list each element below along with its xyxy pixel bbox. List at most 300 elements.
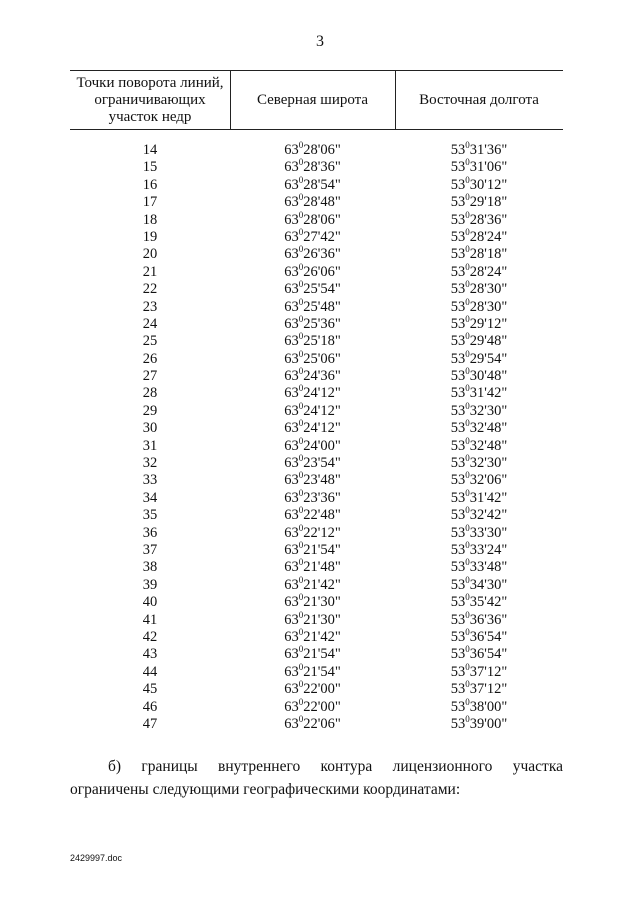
longitude-value xyxy=(395,226,563,246)
longitude-degrees: 53 xyxy=(450,211,466,228)
longitude-minutes-seconds: 32'48" xyxy=(469,420,508,437)
longitude-degrees: 53 xyxy=(450,681,466,698)
latitude-degrees: 63 xyxy=(284,559,299,576)
point-number: 45 xyxy=(142,681,158,698)
degree-mark: 0 xyxy=(298,679,304,690)
latitude-degrees: 63 xyxy=(284,646,299,663)
longitude-value xyxy=(395,681,563,698)
latitude-value xyxy=(230,574,395,594)
latitude-value xyxy=(230,609,395,629)
degree-mark: 0 xyxy=(298,696,304,707)
degree-mark: 0 xyxy=(298,226,304,237)
point-number: 38 xyxy=(142,559,158,576)
latitude-degrees: 63 xyxy=(284,142,299,158)
degree-mark: 0 xyxy=(298,609,304,620)
latitude-degrees: 63 xyxy=(284,402,299,419)
latitude-degrees: 63 xyxy=(284,472,299,489)
point-number: 14 xyxy=(142,142,158,158)
latitude-minutes-seconds: 28'54" xyxy=(303,176,341,193)
latitude-minutes-seconds: 22'00" xyxy=(303,698,341,715)
latitude-minutes-seconds: 27'42" xyxy=(303,228,341,245)
longitude-degrees: 53 xyxy=(450,246,466,263)
longitude-value xyxy=(395,609,563,629)
latitude-degrees: 63 xyxy=(284,611,299,628)
longitude-value xyxy=(395,368,563,385)
latitude-degrees: 63 xyxy=(284,698,299,715)
point-number: 20 xyxy=(142,246,158,263)
longitude-value xyxy=(395,385,563,402)
table-row xyxy=(70,696,563,716)
point-number: 37 xyxy=(142,541,158,558)
degree-mark: 0 xyxy=(298,592,304,603)
longitude-degrees: 53 xyxy=(450,646,466,663)
latitude-degrees: 63 xyxy=(284,576,299,593)
point-number: 16 xyxy=(142,176,158,193)
latitude-minutes-seconds: 21'42" xyxy=(303,628,341,645)
degree-mark: 0 xyxy=(298,209,304,220)
latitude-degrees: 63 xyxy=(284,420,299,437)
degree-mark: 0 xyxy=(298,296,304,307)
degree-mark: 0 xyxy=(465,557,470,568)
degree-mark: 0 xyxy=(465,470,470,481)
latitude-value xyxy=(230,435,395,455)
longitude-degrees: 53 xyxy=(450,350,466,367)
document-filename: 2429997.doc xyxy=(70,853,123,863)
latitude-minutes-seconds: 26'06" xyxy=(303,263,341,280)
point-number: 27 xyxy=(142,368,158,385)
longitude-degrees: 53 xyxy=(450,263,466,280)
latitude-value xyxy=(230,142,395,159)
degree-mark: 0 xyxy=(465,296,470,307)
latitude-degrees: 63 xyxy=(284,507,299,524)
table-row xyxy=(70,661,563,681)
longitude-degrees: 53 xyxy=(450,611,466,628)
longitude-degrees: 53 xyxy=(450,194,466,211)
longitude-value xyxy=(395,400,563,420)
latitude-minutes-seconds: 24'36" xyxy=(303,368,341,385)
longitude-minutes-seconds: 32'30" xyxy=(469,455,508,472)
table-row xyxy=(70,333,563,350)
latitude-minutes-seconds: 28'36" xyxy=(303,159,341,176)
longitude-value xyxy=(395,333,563,350)
latitude-value xyxy=(230,696,395,716)
longitude-minutes-seconds: 36'54" xyxy=(469,628,508,645)
longitude-degrees: 53 xyxy=(450,281,466,298)
longitude-degrees: 53 xyxy=(450,402,466,419)
longitude-degrees: 53 xyxy=(450,368,466,385)
point-number: 19 xyxy=(142,228,158,245)
longitude-value xyxy=(395,142,563,159)
degree-mark: 0 xyxy=(298,661,304,672)
point-number: 46 xyxy=(142,698,158,715)
table-row xyxy=(70,281,563,298)
degree-mark: 0 xyxy=(465,331,470,342)
point-number: 26 xyxy=(142,350,158,367)
longitude-minutes-seconds: 36'54" xyxy=(469,646,508,663)
degree-mark: 0 xyxy=(465,313,470,324)
latitude-minutes-seconds: 25'06" xyxy=(303,350,341,367)
degree-mark: 0 xyxy=(465,453,470,464)
latitude-value xyxy=(230,594,395,611)
latitude-minutes-seconds: 24'12" xyxy=(303,402,341,419)
latitude-value xyxy=(230,281,395,298)
point-number: 34 xyxy=(142,489,158,506)
degree-mark: 0 xyxy=(298,331,304,342)
longitude-minutes-seconds: 38'00" xyxy=(469,698,508,715)
latitude-value xyxy=(230,713,395,733)
latitude-degrees: 63 xyxy=(284,715,299,732)
degree-mark: 0 xyxy=(298,348,304,359)
table-row xyxy=(70,574,563,594)
point-number: 33 xyxy=(142,472,158,489)
longitude-value xyxy=(395,420,563,437)
degree-mark: 0 xyxy=(298,522,304,533)
degree-mark: 0 xyxy=(465,366,470,377)
latitude-minutes-seconds: 24'12" xyxy=(303,420,341,437)
degree-mark: 0 xyxy=(465,140,470,150)
degree-mark: 0 xyxy=(298,713,304,724)
longitude-degrees: 53 xyxy=(450,333,466,350)
longitude-value xyxy=(395,696,563,716)
latitude-value xyxy=(230,559,395,576)
latitude-minutes-seconds: 28'06" xyxy=(303,142,341,158)
longitude-minutes-seconds: 29'18" xyxy=(469,194,508,211)
longitude-minutes-seconds: 29'12" xyxy=(469,315,508,332)
longitude-value xyxy=(395,522,563,542)
latitude-value xyxy=(230,455,395,472)
degree-mark: 0 xyxy=(465,713,470,724)
degree-mark: 0 xyxy=(298,574,304,585)
longitude-degrees: 53 xyxy=(450,142,466,158)
longitude-degrees: 53 xyxy=(450,576,466,593)
table-row xyxy=(70,646,563,663)
latitude-minutes-seconds: 25'18" xyxy=(303,333,341,350)
degree-mark: 0 xyxy=(465,644,470,655)
point-number: 47 xyxy=(142,715,158,732)
degree-mark: 0 xyxy=(298,626,304,637)
longitude-value xyxy=(395,713,563,733)
degree-mark: 0 xyxy=(298,557,304,568)
longitude-minutes-seconds: 31'06" xyxy=(469,159,508,176)
header-latitude: Северная широта xyxy=(256,91,369,108)
latitude-degrees: 63 xyxy=(284,298,299,315)
latitude-minutes-seconds: 25'48" xyxy=(303,298,341,315)
point-number: 25 xyxy=(142,333,158,350)
table-row xyxy=(70,194,563,211)
degree-mark: 0 xyxy=(298,313,304,324)
longitude-value xyxy=(395,209,563,229)
longitude-minutes-seconds: 34'30" xyxy=(469,576,508,593)
table-row xyxy=(70,507,563,524)
latitude-minutes-seconds: 23'36" xyxy=(303,489,341,506)
table-row xyxy=(70,609,563,629)
point-number: 36 xyxy=(142,524,158,541)
latitude-degrees: 63 xyxy=(284,455,299,472)
latitude-minutes-seconds: 21'30" xyxy=(303,611,341,628)
longitude-minutes-seconds: 28'36" xyxy=(469,211,508,228)
degree-mark: 0 xyxy=(465,696,470,707)
degree-mark: 0 xyxy=(465,261,470,272)
latitude-value xyxy=(230,626,395,646)
longitude-degrees: 53 xyxy=(450,489,466,506)
longitude-minutes-seconds: 28'30" xyxy=(469,298,508,315)
degree-mark: 0 xyxy=(465,487,470,498)
latitude-minutes-seconds: 21'54" xyxy=(303,663,341,680)
longitude-value xyxy=(395,574,563,594)
table-row xyxy=(70,435,563,455)
latitude-value xyxy=(230,333,395,350)
degree-mark: 0 xyxy=(465,209,470,220)
latitude-degrees: 63 xyxy=(284,594,299,611)
longitude-minutes-seconds: 32'48" xyxy=(469,437,508,454)
latitude-minutes-seconds: 21'54" xyxy=(303,646,341,663)
longitude-value xyxy=(395,246,563,263)
degree-mark: 0 xyxy=(465,279,470,290)
latitude-degrees: 63 xyxy=(284,489,299,506)
longitude-minutes-seconds: 28'18" xyxy=(469,246,508,263)
degree-mark: 0 xyxy=(298,539,304,550)
latitude-degrees: 63 xyxy=(284,176,299,193)
degree-mark: 0 xyxy=(298,644,304,655)
degree-mark: 0 xyxy=(465,418,470,429)
longitude-degrees: 53 xyxy=(450,315,466,332)
latitude-degrees: 63 xyxy=(284,628,299,645)
point-number: 39 xyxy=(142,576,158,593)
section-paragraph: б) границы внутреннего контура лицензионного участка ограничены следующими географическими координатами: xyxy=(70,758,563,798)
degree-mark: 0 xyxy=(298,174,304,185)
degree-mark: 0 xyxy=(298,366,304,377)
degree-mark: 0 xyxy=(298,487,304,498)
latitude-minutes-seconds: 21'30" xyxy=(303,594,341,611)
longitude-value xyxy=(395,296,563,316)
latitude-minutes-seconds: 22'48" xyxy=(303,507,341,524)
degree-mark: 0 xyxy=(465,192,470,203)
latitude-degrees: 63 xyxy=(284,368,299,385)
longitude-minutes-seconds: 30'12" xyxy=(469,176,508,193)
latitude-minutes-seconds: 22'12" xyxy=(303,524,341,541)
latitude-degrees: 63 xyxy=(284,385,299,402)
degree-mark: 0 xyxy=(465,400,470,411)
degree-mark: 0 xyxy=(298,157,304,168)
longitude-degrees: 53 xyxy=(450,420,466,437)
degree-mark: 0 xyxy=(465,157,470,168)
latitude-degrees: 63 xyxy=(284,281,299,298)
point-number: 18 xyxy=(142,211,158,228)
longitude-value xyxy=(395,348,563,368)
degree-mark: 0 xyxy=(465,505,470,516)
longitude-minutes-seconds: 33'48" xyxy=(469,559,508,576)
table-row xyxy=(70,559,563,576)
latitude-value xyxy=(230,209,395,229)
longitude-value xyxy=(395,487,563,507)
latitude-degrees: 63 xyxy=(284,681,299,698)
longitude-value xyxy=(395,159,563,176)
latitude-value xyxy=(230,261,395,281)
point-number: 35 xyxy=(142,507,158,524)
latitude-degrees: 63 xyxy=(284,194,299,211)
latitude-minutes-seconds: 26'36" xyxy=(303,246,341,263)
degree-mark: 0 xyxy=(298,418,304,429)
latitude-minutes-seconds: 21'54" xyxy=(303,541,341,558)
latitude-minutes-seconds: 22'06" xyxy=(303,715,341,732)
latitude-degrees: 63 xyxy=(284,228,299,245)
latitude-minutes-seconds: 25'54" xyxy=(303,281,341,298)
point-number: 43 xyxy=(142,646,158,663)
longitude-minutes-seconds: 28'30" xyxy=(469,281,508,298)
latitude-minutes-seconds: 25'36" xyxy=(303,315,341,332)
longitude-degrees: 53 xyxy=(450,524,466,541)
degree-mark: 0 xyxy=(465,609,470,620)
latitude-value xyxy=(230,368,395,385)
longitude-minutes-seconds: 32'30" xyxy=(469,402,508,419)
longitude-minutes-seconds: 35'42" xyxy=(469,594,508,611)
latitude-degrees: 63 xyxy=(284,663,299,680)
degree-mark: 0 xyxy=(465,539,470,550)
longitude-minutes-seconds: 29'48" xyxy=(469,333,508,350)
latitude-value xyxy=(230,539,395,559)
point-number: 15 xyxy=(142,159,158,176)
degree-mark: 0 xyxy=(298,400,304,411)
degree-mark: 0 xyxy=(298,435,304,446)
latitude-value xyxy=(230,646,395,663)
table-row xyxy=(70,348,563,368)
table-row xyxy=(70,246,563,263)
degree-mark: 0 xyxy=(298,279,304,290)
longitude-minutes-seconds: 31'36" xyxy=(469,142,508,158)
point-number: 24 xyxy=(142,315,158,332)
table-row xyxy=(70,209,563,229)
latitude-value xyxy=(230,174,395,194)
longitude-value xyxy=(395,261,563,281)
latitude-degrees: 63 xyxy=(284,263,299,280)
degree-mark: 0 xyxy=(465,435,470,446)
latitude-value xyxy=(230,681,395,698)
table-row xyxy=(70,159,563,176)
table-row xyxy=(70,226,563,246)
latitude-value xyxy=(230,348,395,368)
longitude-degrees: 53 xyxy=(450,176,466,193)
longitude-minutes-seconds: 28'24" xyxy=(469,263,508,280)
table-row xyxy=(70,487,563,507)
degree-mark: 0 xyxy=(465,679,470,690)
point-number: 29 xyxy=(142,402,158,419)
degree-mark: 0 xyxy=(465,348,470,359)
point-number: 17 xyxy=(142,194,158,211)
latitude-value xyxy=(230,246,395,263)
longitude-value xyxy=(395,626,563,646)
degree-mark: 0 xyxy=(465,661,470,672)
table-row xyxy=(70,420,563,437)
longitude-degrees: 53 xyxy=(450,541,466,558)
point-number: 30 xyxy=(142,420,158,437)
latitude-minutes-seconds: 28'48" xyxy=(303,194,341,211)
degree-mark: 0 xyxy=(465,522,470,533)
table-row xyxy=(70,313,563,333)
latitude-minutes-seconds: 22'00" xyxy=(303,681,341,698)
latitude-minutes-seconds: 24'00" xyxy=(303,437,341,454)
table-row xyxy=(70,385,563,402)
point-number: 23 xyxy=(142,298,158,315)
degree-mark: 0 xyxy=(298,453,304,464)
longitude-minutes-seconds: 33'30" xyxy=(469,524,508,541)
degree-mark: 0 xyxy=(298,192,304,203)
point-number: 32 xyxy=(142,455,158,472)
degree-mark: 0 xyxy=(465,592,470,603)
longitude-degrees: 53 xyxy=(450,159,466,176)
latitude-value xyxy=(230,296,395,316)
longitude-degrees: 53 xyxy=(450,437,466,454)
point-number: 44 xyxy=(142,663,158,680)
latitude-minutes-seconds: 28'06" xyxy=(303,211,341,228)
latitude-degrees: 63 xyxy=(284,541,299,558)
longitude-minutes-seconds: 32'42" xyxy=(469,507,508,524)
longitude-minutes-seconds: 31'42" xyxy=(469,489,508,506)
point-number: 31 xyxy=(142,437,158,454)
table-row xyxy=(70,296,563,316)
longitude-degrees: 53 xyxy=(450,472,466,489)
latitude-value xyxy=(230,313,395,333)
table-row xyxy=(70,142,563,159)
latitude-degrees: 63 xyxy=(284,315,299,332)
degree-mark: 0 xyxy=(465,383,470,394)
longitude-minutes-seconds: 29'54" xyxy=(469,350,508,367)
latitude-value xyxy=(230,487,395,507)
latitude-value xyxy=(230,194,395,211)
latitude-value xyxy=(230,420,395,437)
point-number: 28 xyxy=(142,385,158,402)
longitude-value xyxy=(395,559,563,576)
longitude-degrees: 53 xyxy=(450,663,466,680)
longitude-value xyxy=(395,661,563,681)
point-number: 40 xyxy=(142,594,158,611)
degree-mark: 0 xyxy=(298,140,304,150)
longitude-degrees: 53 xyxy=(450,594,466,611)
table-row xyxy=(70,626,563,646)
table-row xyxy=(70,400,563,420)
longitude-minutes-seconds: 37'12" xyxy=(469,663,508,680)
coordinates-table-body xyxy=(70,142,563,733)
point-number: 22 xyxy=(142,281,158,298)
longitude-degrees: 53 xyxy=(450,298,466,315)
longitude-value xyxy=(395,507,563,524)
degree-mark: 0 xyxy=(465,574,470,585)
degree-mark: 0 xyxy=(465,244,470,255)
table-header-bottom-rule xyxy=(70,129,563,130)
latitude-value xyxy=(230,472,395,489)
longitude-value xyxy=(395,539,563,559)
table-row xyxy=(70,539,563,559)
longitude-value xyxy=(395,455,563,472)
latitude-minutes-seconds: 24'12" xyxy=(303,385,341,402)
longitude-minutes-seconds: 31'42" xyxy=(469,385,508,402)
latitude-degrees: 63 xyxy=(284,211,299,228)
longitude-value xyxy=(395,194,563,211)
table-row xyxy=(70,368,563,385)
table-row xyxy=(70,594,563,611)
table-row xyxy=(70,713,563,733)
latitude-value xyxy=(230,661,395,681)
longitude-degrees: 53 xyxy=(450,455,466,472)
table-row xyxy=(70,261,563,281)
point-number: 41 xyxy=(142,611,158,628)
longitude-degrees: 53 xyxy=(450,698,466,715)
longitude-degrees: 53 xyxy=(450,559,466,576)
longitude-value xyxy=(395,281,563,298)
longitude-value xyxy=(395,174,563,194)
table-row xyxy=(70,522,563,542)
degree-mark: 0 xyxy=(298,244,304,255)
longitude-value xyxy=(395,313,563,333)
